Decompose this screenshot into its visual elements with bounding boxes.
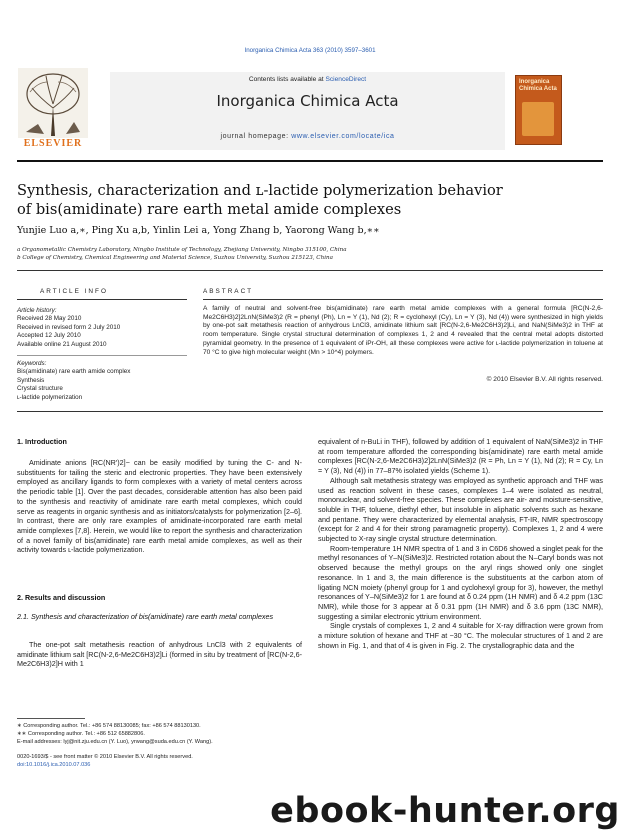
article-history xyxy=(17,307,120,349)
header-rule xyxy=(17,160,603,162)
history-revised: Received in revised form 2 July 2010 xyxy=(17,323,121,331)
abstract-text: A family of neutral and solvent-free bis(amidinate) rare earth metal amide complexes with a general formula [RC(N-2,6-Me2C6H3)2]2LnN(SiMe3)2 (R = phenyl (Ph), Ln = Y (1), Nd (2); R = cyclohexyl (Cy), Ln = Y (3), Nd (4)) were synthesized in high yields by one-pot salt metathesis reaction of anhydrous LnCl3, amidinate lithium salt [RC(N-2,6-Me2C6H3)2]Li, and NaN(SiMe3)2 in THF at room temperature. Single crystal structural determination of complexes 1, 2 and 4 revealed that the central metal adopts distorted pyramidal geometry. In the presence of 1 equivalent of iPr-OH, all these complexes were active for ʟ-lactide polymerization in toluene at 70 °C to give high molecular weight (Mn > 10^4) polymers. xyxy=(203,305,603,356)
journal-title: Inorganica Chimica Acta xyxy=(216,92,399,110)
contents-prefix: Contents lists available at xyxy=(248,76,326,83)
synthesis-paragraph xyxy=(17,640,302,669)
right-paragraph-3: Room-temperature 1H NMR spectra of 1 and 3 in C6D6 showed a singlet peak for the methyl resonances of Y–N(SiMe3)2. Restricted rotation about the N–Caryl bonds was not observed because the methyl groups on the aryl rings showed only one singlet resonance. In 1 and 3, the main difference is the substituents at the carbon atom of ligating NCN moiety (phenyl group for 1 and cyclohexyl group for 3), however, the methyl resonances of Y–N(SiMe3)2 for 1 are found at δ 0.24 ppm (1H NMR) and δ 4.2 ppm (13C NMR), while those for 3 appear at δ 0.31 ppm (1H NMR) and δ 3.6 ppm (13C NMR), suggesting a similar electronic yttrium environment. xyxy=(318,543,603,621)
right-column-text xyxy=(318,437,603,650)
contents-line xyxy=(110,76,505,83)
history-online: Available online 21 August 2010 xyxy=(17,340,107,348)
history-label: Article history: xyxy=(17,307,57,314)
section-introduction-heading: 1. Introduction xyxy=(17,437,67,446)
keywords xyxy=(17,360,130,402)
issn-line: 0020-1693/$ - see front matter © 2010 Elsevier B.V. All rights reserved. xyxy=(17,754,193,760)
footnote-email[interactable]: E-mail addresses: lyj@nit.zju.edu.cn (Y. Luo), yrwang@suda.edu.cn (Y. Wang). xyxy=(17,739,213,745)
right-paragraph-1: equivalent of n-BuLi in THF), followed by addition of 1 equivalent of NaN(SiMe3)2 in THF at room temperature afforded the corresponding bis(amidinate) rare earth metal amide complexes [RC(N-2,6-Me2C6H3)2]2LnN(SiMe3)2 (R = Ph, Ln = Y (1), Nd (2); R = Cy, Ln = Y (3), Nd (4)) in 77–87% isolated yields (Scheme 1). xyxy=(318,437,603,476)
keyword-item: Bis(amidinate) rare earth amide complex xyxy=(17,368,131,376)
article-title xyxy=(17,181,577,219)
affiliation-rule xyxy=(17,270,603,271)
journal-cover-thumbnail xyxy=(515,75,562,145)
article-info-heading: ARTICLE INFO xyxy=(40,288,108,295)
author-list: Yunjie Luo a,∗, Ping Xu a,b, Yinlin Lei a, Yong Zhang b, Yaorong Wang b,∗∗ xyxy=(17,225,380,236)
journal-citation[interactable]: Inorganica Chimica Acta 363 (2010) 3597–3601 xyxy=(244,47,376,54)
sciencedirect-link[interactable]: ScienceDirect xyxy=(325,76,367,83)
doi-link[interactable]: doi:10.1016/j.ica.2010.07.036 xyxy=(17,762,91,768)
history-received: Received 28 May 2010 xyxy=(17,315,82,323)
footnote-rule xyxy=(17,718,85,719)
cover-title: Inorganica Chimica Acta xyxy=(519,79,557,92)
journal-homepage xyxy=(110,133,505,140)
title-line-1: Synthesis, characterization and ʟ-lactide polymerization behavior xyxy=(17,182,503,199)
article-info-rule xyxy=(17,299,187,300)
right-paragraph-4: Single crystals of complexes 1, 2 and 4 suitable for X-ray diffraction were grown from a mixture solution of hexane and THF at −30 °C. The molecular structures of 1 and 2 are shown in Fig. 1, and that of 4 is given in Fig. 2. The crystallographic data and the xyxy=(318,621,603,650)
section-results-heading: 2. Results and discussion xyxy=(17,593,106,602)
history-accepted: Accepted 12 July 2010 xyxy=(17,332,81,340)
footnote-2: ∗∗ Corresponding author. Tel.: +86 512 65882806. xyxy=(17,731,145,737)
keywords-rule xyxy=(17,355,187,356)
keywords-label: Keywords: xyxy=(17,360,47,367)
keyword-item: Synthesis xyxy=(17,376,45,384)
homepage-prefix: journal homepage: xyxy=(220,133,292,140)
subsection-heading: 2.1. Synthesis and characterization of bis(amidinate) rare earth metal complexes xyxy=(17,612,274,621)
abstract-bottom-rule xyxy=(17,411,603,412)
keyword-item: ʟ-lactide polymerization xyxy=(17,393,83,401)
abstract-heading: ABSTRACT xyxy=(203,288,254,295)
homepage-link[interactable]: www.elsevier.com/locate/ica xyxy=(291,133,395,140)
cover-graphic xyxy=(522,102,554,136)
title-line-2: of bis(amidinate) rare earth metal amide complexes xyxy=(17,201,402,218)
synthesis-text: The one-pot salt metathesis reaction of anhydrous LnCl3 with 2 equivalents of amidinate lithium salt [RC(N-2,6-Me2C6H3)2]Li (formed in situ by treatment of [RC(N-2,6-Me2C6H3)2]H with 1 xyxy=(17,640,302,669)
introduction-paragraph xyxy=(17,458,302,555)
abstract-rule xyxy=(203,299,603,300)
abstract-copyright: © 2010 Elsevier B.V. All rights reserved. xyxy=(486,376,603,383)
publisher-wordmark: ELSEVIER xyxy=(23,138,83,149)
affiliation-b: b College of Chemistry, Chemical Engineering and Material Science, Suzhou University, Suzhou 215123, China xyxy=(17,255,333,261)
right-paragraph-2: Although salt metathesis strategy was employed as synthetic approach and THF was used as reaction solvent in these cases, complexes 1–4 were isolated as neutral, mononuclear, and solvent-free species. These complexes are air- and moisture-sensitive, soluble in THF, toluene, diethyl ether, but insoluble in aliphatic solvents such as hexane and pentane. They were characterized by elemental analysis, FT-IR, NMR spectroscopy (except for 2 and 4 for their strong paramagnetic property). Complexes 1, 2 and 4 were subjected to X-ray single crystal structure determination. xyxy=(318,475,603,544)
intro-text: Amidinate anions [RC(NR′)2]− can be easily modified by tuning the C- and N-substituents for tailing the steric and electronic properties. They have been extensively employed as ancillary ligands to form complexes with a variety of metal centers across the periodic table [1]. Over the past decades, considerable attention has also been paid to the synthesis and reactivity of amidinate rare earth metal complexes, which could serve as reagents in organic synthesis and as initiators/catalysts for polymerization [2–6]. In contrast, there are only rare examples of amidinate-incorporated rare earth metal amide complexes [7,8]. Herein, we would like to report the synthesis and characterization of a novel family of bis(amidinate) rare earth metal amide complexes, as well as their activity towards ʟ-lactide polymerization. xyxy=(17,458,302,555)
footnote-1: ∗ Corresponding author. Tel.: +86 574 88130085; fax: +86 574 88130130. xyxy=(17,723,201,729)
watermark-text: ebook-hunter.org xyxy=(270,791,620,831)
affiliation-a: a Organometallic Chemistry Laboratory, Ningbo Institute of Technology, Zhejiang University, Ningbo 315100, China xyxy=(17,247,347,253)
keyword-item: Crystal structure xyxy=(17,385,63,393)
